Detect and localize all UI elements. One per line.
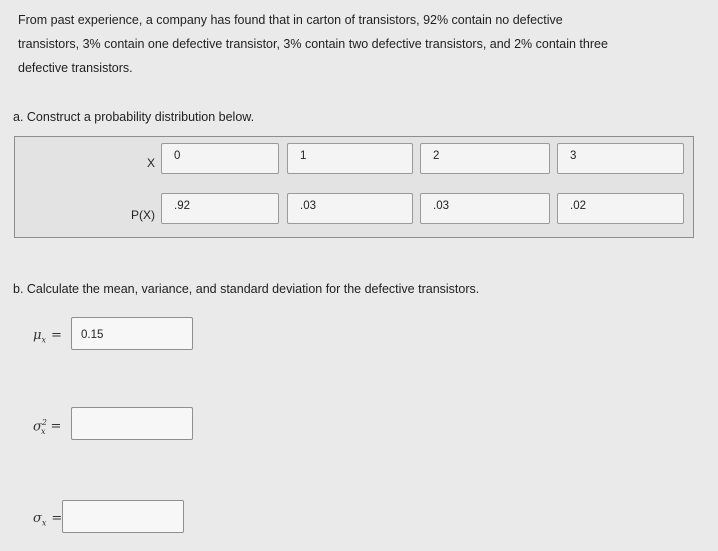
x-value-cell-0[interactable]: 0: [161, 143, 279, 174]
problem-statement: [18, 8, 708, 80]
intro-line-3: defective transistors.: [18, 61, 133, 75]
p-value-cell-0[interactable]: .92: [161, 193, 279, 224]
p-value-cell-1[interactable]: .03: [287, 193, 413, 224]
std-dev-label: $\sigma_x$ =: [33, 511, 63, 528]
part-b-instruction: b. Calculate the mean, variance, and standard deviation for the defective transistors.: [13, 282, 480, 296]
part-a-instruction: a. Construct a probability distribution below.: [13, 110, 255, 124]
probability-distribution-table: [14, 136, 694, 238]
std-dev-input[interactable]: [62, 500, 184, 533]
p-row-label: P(X): [131, 208, 155, 222]
x-value-cell-1[interactable]: 1: [287, 143, 413, 174]
p-value-cell-3[interactable]: .02: [557, 193, 684, 224]
mean-label: $\mu_x$ =: [33, 328, 62, 345]
intro-line-1: From past experience, a company has found that in carton of transistors, 92% contain no defective: [18, 13, 563, 27]
p-value-cell-2[interactable]: .03: [420, 193, 550, 224]
variance-input[interactable]: [71, 407, 193, 440]
variance-label: $\sigma^2_x$ =: [33, 418, 62, 436]
x-value-cell-3[interactable]: 3: [557, 143, 684, 174]
x-value-cell-2[interactable]: 2: [420, 143, 550, 174]
intro-line-2: transistors, 3% contain one defective transistor, 3% contain two defective transistors, and 2% contain three: [18, 37, 608, 51]
x-row-label: X: [146, 156, 155, 170]
mean-input[interactable]: 0.15: [71, 317, 193, 350]
